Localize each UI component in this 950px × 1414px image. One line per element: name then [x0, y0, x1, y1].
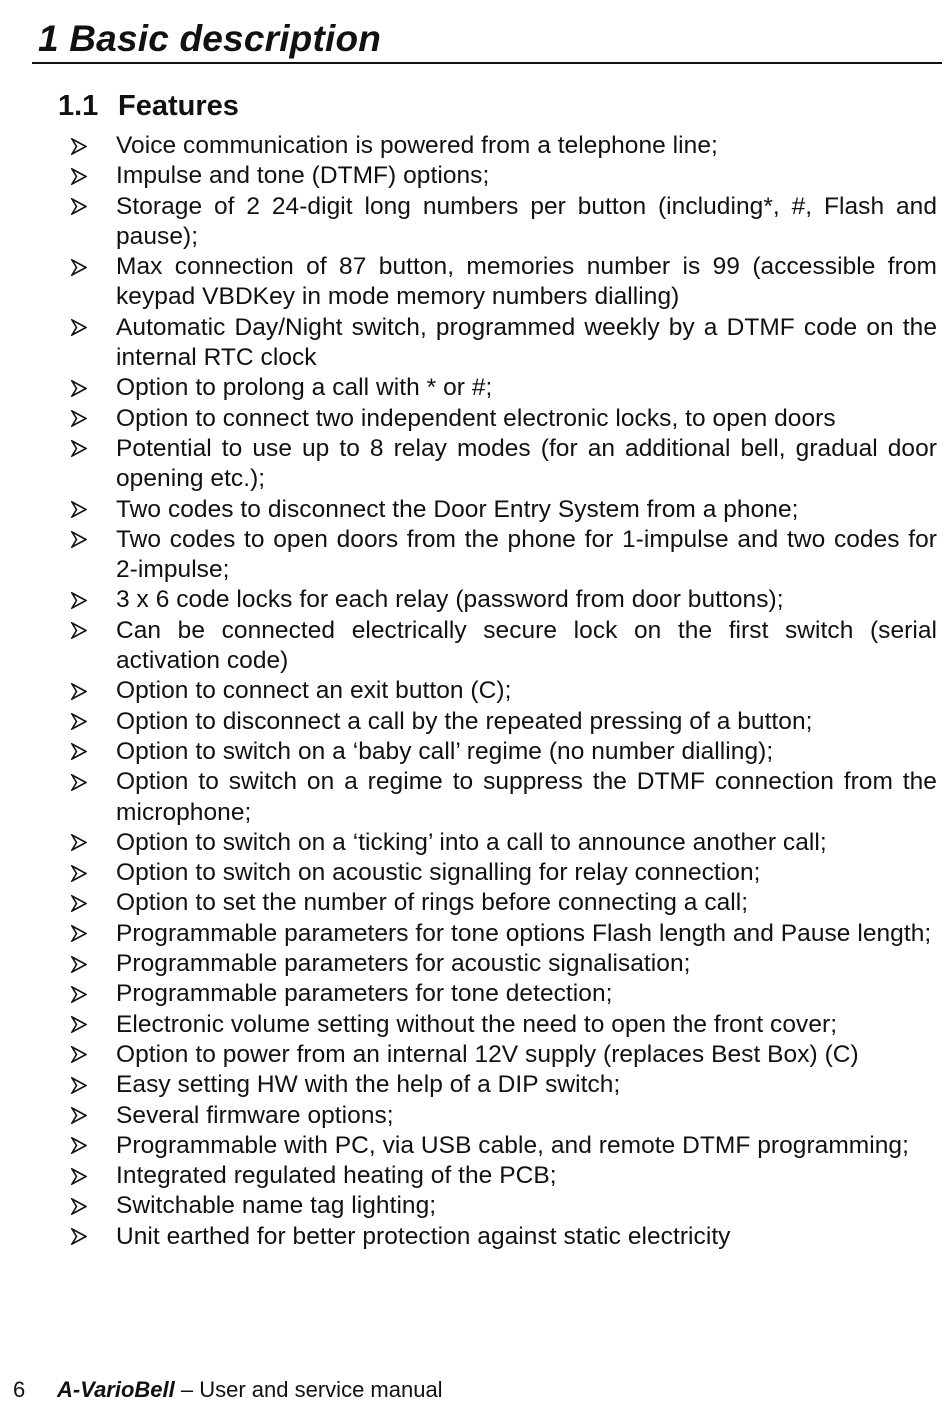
arrowhead-bullet-icon	[68, 131, 90, 161]
feature-text: Easy setting HW with the help of a DIP switch;	[116, 1071, 621, 1099]
feature-text: Storage of 2 24-digit long numbers per button (including*, #, Flash and pause);	[116, 192, 937, 250]
arrowhead-bullet-icon	[68, 1161, 90, 1191]
feature-text: Option to switch on a ‘baby call’ regime (no number dialling);	[116, 737, 774, 765]
arrowhead-bullet-icon	[68, 737, 90, 767]
section-heading	[58, 84, 239, 128]
feature-item	[0, 707, 950, 737]
arrowhead-bullet-icon	[68, 495, 90, 525]
arrowhead-bullet-icon	[68, 252, 90, 282]
feature-item	[0, 1101, 950, 1131]
feature-item	[0, 404, 950, 434]
page-number: 6	[13, 1377, 26, 1402]
feature-item	[0, 495, 950, 525]
feature-item	[0, 585, 950, 615]
feature-item	[0, 525, 950, 586]
feature-text: Several firmware options;	[116, 1101, 394, 1129]
feature-text: Option to switch on a regime to suppress the DTMF connection from the microphone;	[116, 768, 937, 826]
feature-text: Programmable parameters for tone detection;	[116, 980, 613, 1008]
feature-item	[0, 1222, 950, 1252]
arrowhead-bullet-icon	[68, 919, 90, 949]
feature-item	[0, 1191, 950, 1221]
chapter-title: 1 Basic description	[38, 18, 382, 59]
arrowhead-bullet-icon	[68, 707, 90, 737]
feature-item	[0, 192, 950, 253]
feature-text: Integrated regulated heating of the PCB;	[116, 1162, 557, 1190]
feature-text: Impulse and tone (DTMF) options;	[116, 162, 490, 190]
arrowhead-bullet-icon	[68, 404, 90, 434]
manual-subtitle: – User and service manual	[174, 1377, 443, 1402]
arrowhead-bullet-icon	[68, 858, 90, 888]
feature-text: Option to connect an exit button (C);	[116, 677, 512, 705]
arrowhead-bullet-icon	[68, 1191, 90, 1221]
arrowhead-bullet-icon	[68, 313, 90, 343]
feature-text: Programmable parameters for tone options Flash length and Pause length;	[116, 919, 932, 947]
arrowhead-bullet-icon	[68, 373, 90, 403]
feature-text: Electronic volume setting without the need to open the front cover;	[116, 1010, 838, 1038]
feature-item	[0, 858, 950, 888]
feature-item	[0, 373, 950, 403]
feature-item	[0, 737, 950, 767]
feature-item	[0, 1070, 950, 1100]
title-divider	[32, 62, 942, 64]
feature-list	[0, 131, 950, 1252]
feature-item	[0, 949, 950, 979]
feature-text: Two codes to open doors from the phone for 1-impulse and two codes for 2-impulse;	[116, 525, 937, 584]
feature-text: Option to disconnect a call by the repeated pressing of a button;	[116, 707, 813, 735]
feature-text: Option to connect two independent electronic locks, to open doors	[116, 404, 836, 432]
arrowhead-bullet-icon	[68, 767, 90, 797]
feature-text: Option to prolong a call with * or #;	[116, 374, 493, 402]
page-footer	[13, 1376, 443, 1404]
arrowhead-bullet-icon	[68, 1101, 90, 1131]
arrowhead-bullet-icon	[68, 1222, 90, 1252]
arrowhead-bullet-icon	[68, 1010, 90, 1040]
feature-text: Voice communication is powered from a telephone line;	[116, 132, 718, 159]
feature-item	[0, 1010, 950, 1040]
feature-item	[0, 252, 950, 313]
feature-item	[0, 979, 950, 1009]
feature-text: Can be connected electrically secure lock on the first switch (serial activation code)	[116, 616, 937, 675]
feature-item	[0, 1161, 950, 1191]
feature-item	[0, 161, 950, 191]
feature-text: Unit earthed for better protection against static electricity	[116, 1222, 731, 1250]
feature-item	[0, 131, 950, 161]
arrowhead-bullet-icon	[68, 888, 90, 918]
feature-text: Automatic Day/Night switch, programmed weekly by a DTMF code on the internal RTC clock	[116, 313, 937, 372]
feature-text: Programmable with PC, via USB cable, and remote DTMF programming;	[116, 1131, 909, 1159]
feature-text: Max connection of 87 button, memories number is 99 (accessible from keypad VBDKey in mode memory numbers dialling)	[116, 253, 937, 311]
feature-item	[0, 434, 950, 495]
arrowhead-bullet-icon	[68, 1070, 90, 1100]
feature-item	[0, 676, 950, 706]
product-name: A-VarioBell	[57, 1377, 175, 1402]
feature-item	[0, 828, 950, 858]
arrowhead-bullet-icon	[68, 949, 90, 979]
feature-item	[0, 919, 950, 949]
feature-text: Potential to use up to 8 relay modes (for an additional bell, gradual door opening etc.);	[116, 434, 937, 493]
feature-item	[0, 1131, 950, 1161]
feature-text: Option to set the number of rings before connecting a call;	[116, 889, 749, 917]
arrowhead-bullet-icon	[68, 676, 90, 706]
feature-item	[0, 767, 950, 828]
feature-text: Switchable name tag lighting;	[116, 1192, 437, 1220]
feature-item	[0, 616, 950, 677]
arrowhead-bullet-icon	[68, 585, 90, 615]
arrowhead-bullet-icon	[68, 1040, 90, 1070]
arrowhead-bullet-icon	[68, 434, 90, 464]
arrowhead-bullet-icon	[68, 616, 90, 646]
feature-text: Option to power from an internal 12V supply (replaces Best Box) (C)	[116, 1040, 859, 1068]
feature-text: Option to switch on acoustic signalling for relay connection;	[116, 859, 761, 887]
feature-text: Programmable parameters for acoustic signalisation;	[116, 950, 691, 978]
arrowhead-bullet-icon	[68, 979, 90, 1009]
arrowhead-bullet-icon	[68, 828, 90, 858]
arrowhead-bullet-icon	[68, 161, 90, 191]
feature-item	[0, 888, 950, 918]
arrowhead-bullet-icon	[68, 192, 90, 222]
section-title: Features	[118, 90, 239, 122]
section-number: 1.1	[58, 90, 99, 122]
feature-item	[0, 313, 950, 374]
feature-item	[0, 1040, 950, 1070]
arrowhead-bullet-icon	[68, 1131, 90, 1161]
feature-text: 3 x 6 code locks for each relay (password from door buttons);	[116, 586, 784, 614]
feature-text: Two codes to disconnect the Door Entry System from a phone;	[116, 495, 799, 523]
feature-text: Option to switch on a ‘ticking’ into a call to announce another call;	[116, 828, 827, 856]
arrowhead-bullet-icon	[68, 525, 90, 555]
